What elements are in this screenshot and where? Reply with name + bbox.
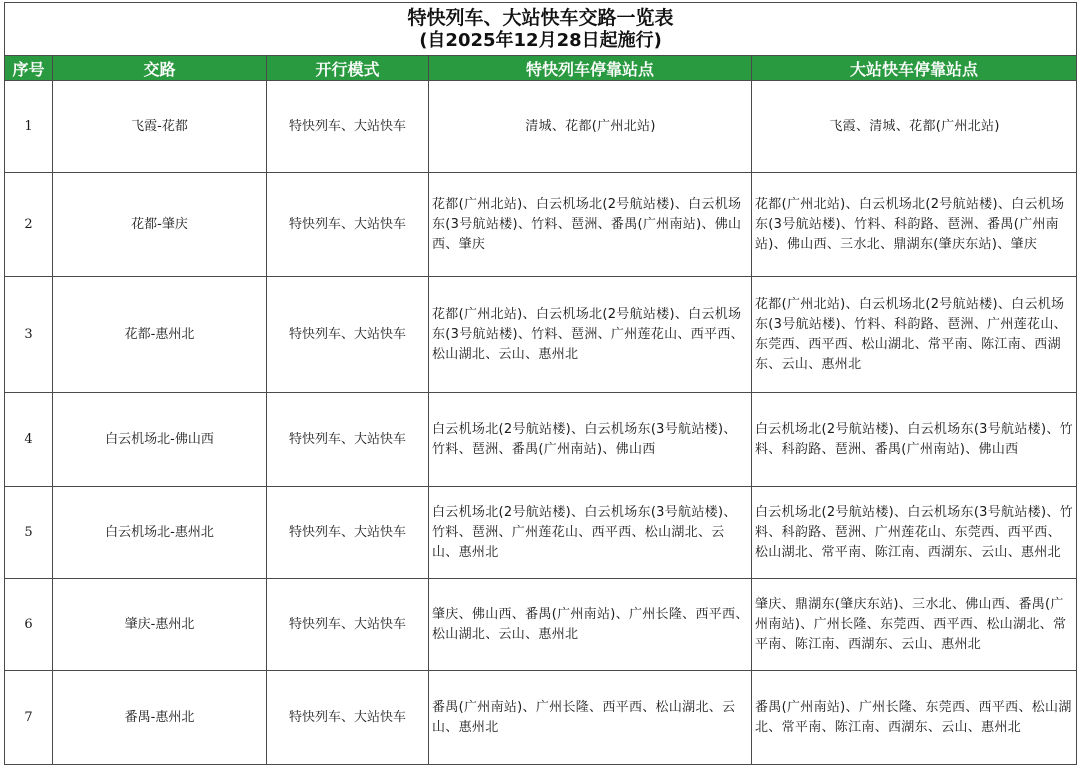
cell-major-stops: 白云机场北(2号航站楼)、白云机场东(3号航站楼)、竹料、科韵路、琶洲、番禺(广州南站)、佛山西 (752, 393, 1077, 487)
cell-route: 花都-惠州北 (53, 277, 267, 393)
cell-route: 肇庆-惠州北 (53, 579, 267, 671)
cell-major-stops: 花都(广州北站)、白云机场北(2号航站楼)、白云机场东(3号航站楼)、竹料、科韵路、琶洲、番禺(广州南站)、佛山西、三水北、鼎湖东(肇庆东站)、肇庆 (752, 173, 1077, 277)
cell-no: 4 (5, 393, 53, 487)
cell-route: 白云机场北-惠州北 (53, 487, 267, 579)
table-row (5, 173, 1077, 277)
cell-express-stops: 白云机场北(2号航站楼)、白云机场东(3号航站楼)、竹料、琶洲、番禺(广州南站)、佛山西 (429, 393, 752, 487)
cell-express-stops: 白云机场北(2号航站楼)、白云机场东(3号航站楼)、竹料、琶洲、广州莲花山、西平西、松山湖北、云山、惠州北 (429, 487, 752, 579)
header-major-stops: 大站快车停靠站点 (752, 56, 1077, 81)
cell-no: 6 (5, 579, 53, 671)
table-row (5, 81, 1077, 173)
cell-mode: 特快列车、大站快车 (267, 277, 429, 393)
cell-mode: 特快列车、大站快车 (267, 393, 429, 487)
cell-major-stops: 肇庆、鼎湖东(肇庆东站)、三水北、佛山西、番禺(广州南站)、广州长隆、东莞西、西平西、松山湖北、常平南、陈江南、西湖东、云山、惠州北 (752, 579, 1077, 671)
header-no: 序号 (5, 56, 53, 81)
cell-no: 5 (5, 487, 53, 579)
cell-express-stops: 花都(广州北站)、白云机场北(2号航站楼)、白云机场东(3号航站楼)、竹料、琶洲、广州莲花山、西平西、松山湖北、云山、惠州北 (429, 277, 752, 393)
cell-major-stops: 白云机场北(2号航站楼)、白云机场东(3号航站楼)、竹料、科韵路、琶洲、广州莲花山、东莞西、西平西、松山湖北、常平南、陈江南、西湖东、云山、惠州北 (752, 487, 1077, 579)
table-row (5, 579, 1077, 671)
title-effective-date: (自2025年12月28日起施行) (419, 30, 662, 51)
cell-route: 番禺-惠州北 (53, 671, 267, 765)
table-row (5, 671, 1077, 765)
cell-no: 1 (5, 81, 53, 173)
cell-express-stops: 番禺(广州南站)、广州长隆、西平西、松山湖北、云山、惠州北 (429, 671, 752, 765)
cell-mode: 特快列车、大站快车 (267, 671, 429, 765)
cell-no: 3 (5, 277, 53, 393)
header-row (5, 56, 1077, 81)
cell-major-stops: 番禺(广州南站)、广州长隆、东莞西、西平西、松山湖北、常平南、陈江南、西湖东、云山、惠州北 (752, 671, 1077, 765)
header-route: 交路 (53, 56, 267, 81)
header-mode: 开行模式 (267, 56, 429, 81)
cell-route: 白云机场北-佛山西 (53, 393, 267, 487)
cell-mode: 特快列车、大站快车 (267, 81, 429, 173)
table-row (5, 277, 1077, 393)
cell-no: 2 (5, 173, 53, 277)
route-table-sheet (4, 2, 1076, 762)
title-main: 特快列车、大站快车交路一览表 (407, 7, 674, 29)
cell-express-stops: 花都(广州北站)、白云机场北(2号航站楼)、白云机场东(3号航站楼)、竹料、琶洲、番禺(广州南站)、佛山西、肇庆 (429, 173, 752, 277)
cell-no: 7 (5, 671, 53, 765)
header-express-stops: 特快列车停靠站点 (429, 56, 752, 81)
cell-major-stops: 飞霞、清城、花都(广州北站) (752, 81, 1077, 173)
table-row (5, 487, 1077, 579)
cell-mode: 特快列车、大站快车 (267, 173, 429, 277)
table-title (5, 3, 1077, 56)
cell-route: 飞霞-花都 (53, 81, 267, 173)
cell-express-stops: 肇庆、佛山西、番禺(广州南站)、广州长隆、西平西、松山湖北、云山、惠州北 (429, 579, 752, 671)
route-table (4, 2, 1077, 765)
cell-major-stops: 花都(广州北站)、白云机场北(2号航站楼)、白云机场东(3号航站楼)、竹料、科韵路、琶洲、广州莲花山、东莞西、西平西、松山湖北、常平南、陈江南、西湖东、云山、惠州北 (752, 277, 1077, 393)
cell-mode: 特快列车、大站快车 (267, 579, 429, 671)
cell-route: 花都-肇庆 (53, 173, 267, 277)
cell-mode: 特快列车、大站快车 (267, 487, 429, 579)
table-row (5, 393, 1077, 487)
cell-express-stops: 清城、花都(广州北站) (429, 81, 752, 173)
